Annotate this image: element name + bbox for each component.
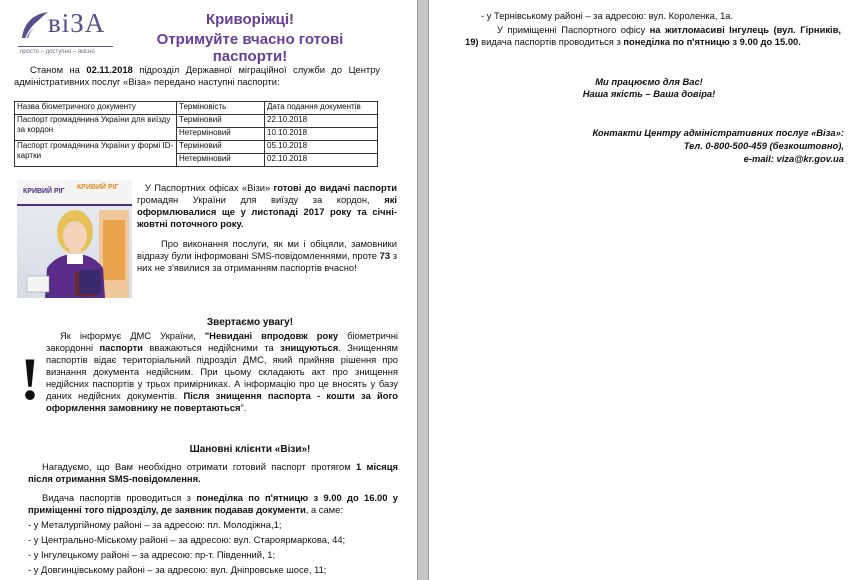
logo-slogan: просто – доступно – якісно bbox=[20, 49, 95, 55]
title-line-1: Криворіжці! bbox=[205, 11, 295, 28]
table-cell-doc: Паспорт громадянина України для виїзду за кордон bbox=[15, 115, 177, 141]
table-cell-urgency: Терміновий bbox=[177, 141, 265, 154]
document-page-left bbox=[0, 0, 418, 580]
banner-text: КРИВИЙ РІГ bbox=[23, 188, 65, 195]
table-cell-urgency: Терміновий bbox=[177, 115, 265, 128]
woman-with-passports-illustration bbox=[17, 180, 132, 298]
table-cell-urgency: Нетерміновий bbox=[177, 128, 265, 141]
table-cell-doc: Паспорт громадянина України у формі ID-картки bbox=[15, 141, 177, 167]
table-row bbox=[15, 141, 378, 154]
table-cell-date: 02.10.2018 bbox=[265, 154, 378, 167]
clients-heading: Шановні клієнти «Візи»! bbox=[189, 444, 311, 455]
table-header-cell: Назва біометричного документу bbox=[15, 102, 177, 115]
table-row bbox=[15, 115, 378, 128]
logo-divider bbox=[18, 46, 113, 47]
table-cell-date: 10.10.2018 bbox=[265, 128, 378, 141]
motto-line-2: Наша якість – Ваша довіра! bbox=[582, 88, 716, 99]
table-header-cell: Дата подання документів bbox=[265, 102, 378, 115]
clients-paragraph-2: Видача паспортів проводиться з понеділка по п'ятницю з 9.00 до 16.00 у приміщенні того підрозділу, де заявник подавав документи, а саме: bbox=[28, 492, 399, 515]
offices-paragraph-1: У Паспортних офісах «Візи» готові до видачі паспорти громадян України для виїзду за кордон, які оформлювалися ще у листопаді 2017 року та січні-жовтні поточного року. bbox=[137, 182, 397, 229]
motto-line-1: Ми працюємо для Вас! bbox=[595, 76, 703, 87]
contacts-email: e-mail: viza@kr.gov.ua bbox=[743, 153, 844, 164]
table-cell-urgency: Нетерміновий bbox=[177, 154, 265, 167]
clients-paragraph-1: Нагадуємо, що Вам необхідно отримати готовий паспорт протягом 1 місяця після отримання SMS-повідомлення. bbox=[28, 461, 398, 484]
list-item: - у Тернівському районі – за адресою: вул. Короленка, 1а. bbox=[481, 10, 734, 21]
ingulets-paragraph: У приміщенні Паспортного офісу на житломасиві Інгулець (вул. Гірників, 19) видача паспортів проводиться з понеділка по п'ятницю з 9.00 до 15.00. bbox=[465, 24, 841, 47]
attention-heading: Звертаємо увагу! bbox=[206, 317, 294, 328]
table-header-cell: Терміновість bbox=[177, 102, 265, 115]
table-cell-date: 05.10.2018 bbox=[265, 141, 378, 154]
attention-paragraph: Як інформує ДМС України, "Невидані впродовж року біометричні закордонні паспорти вважаються недійсними та знищуються. Знищенням паспортів відає територіальний підрозділ ДМС, який прийняв рішення про визнання документа недійсним. При цьому складають акт про знищення недійсних паспортів у трьох примірниках. А інформацію про це вносять у базу даних недійсних документів. Після знищення паспорта - кошти за його оформлення замовнику не повертаються". bbox=[46, 330, 398, 413]
document-page-right bbox=[428, 0, 855, 580]
staff-photo bbox=[17, 180, 132, 298]
offices-paragraph-2: Про виконання послуги, як ми і обіцяли, замовники відразу були інформовані SMS-повідомленнями, проте 73 з них не з'явилися за отриманням паспортів вчасно! bbox=[137, 238, 397, 273]
list-item: - у Центрально-Міському районі – за адресою: вул. Староярмаркова, 44; bbox=[28, 534, 346, 545]
table-cell-date: 22.10.2018 bbox=[265, 115, 378, 128]
contacts-title: Контакти Центру адміністративних послуг «Віза»: bbox=[592, 127, 844, 138]
list-item: - у Металургійному районі – за адресою: пл. Молодіжна,1; bbox=[28, 519, 282, 530]
banner-text: КРИВИЙ РІГ bbox=[77, 184, 119, 191]
logo-swirl-icon bbox=[18, 8, 52, 42]
logo-text: віЗА bbox=[48, 8, 106, 38]
exclamation-mark: ! bbox=[20, 346, 40, 412]
address-list bbox=[28, 519, 408, 576]
list-item: - у Інгулецькому районі – за адресою: пр-т. Південний, 1; bbox=[28, 549, 276, 560]
list-item: - у Довгинцівському районі – за адресою: вул. Дніпровське шосе, 11; bbox=[28, 564, 327, 575]
passport-table bbox=[14, 101, 378, 167]
intro-paragraph: Станом на 02.11.2018 підрозділ Державної міграційної служби до Центру адміністративних послуг «Віза» передано наступні паспорти: bbox=[14, 64, 380, 87]
viza-logo bbox=[18, 6, 113, 62]
title-line-2: Отримуйте вчасно готові паспорти! bbox=[156, 31, 344, 65]
contacts-phone: Тел. 0-800-500-459 (безкоштовно), bbox=[683, 140, 844, 151]
table-header-row bbox=[15, 102, 378, 115]
